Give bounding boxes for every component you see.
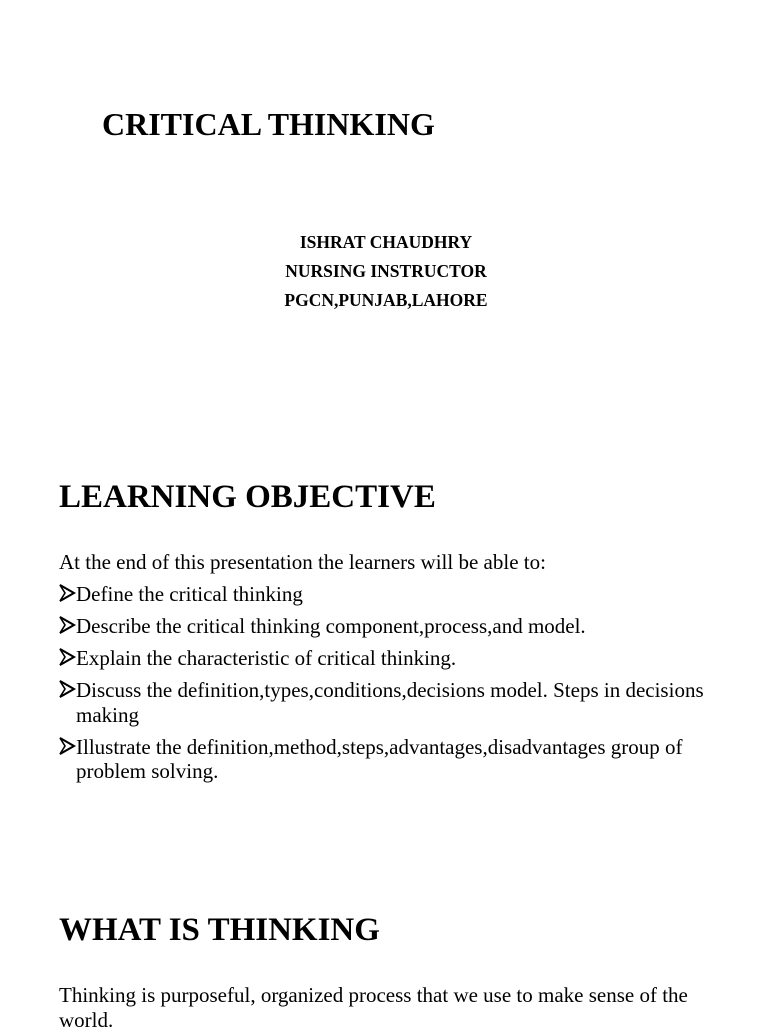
author-institution: PGCN,PUNJAB,LAHORE: [284, 290, 488, 310]
arrowhead-bullet-icon: [59, 584, 76, 602]
arrowhead-bullet-icon: [59, 737, 76, 755]
objective-text: Define the critical thinking: [76, 582, 303, 606]
objective-text: Explain the characteristic of critical thinking.: [76, 646, 457, 670]
list-item: [59, 735, 709, 784]
list-item: [59, 614, 709, 639]
arrowhead-bullet-icon: [59, 616, 76, 634]
arrowhead-bullet-icon: [59, 648, 76, 666]
author-position: NURSING INSTRUCTOR: [285, 261, 487, 281]
objective-text: Discuss the definition,types,conditions,decisions model. Steps in decisions making: [76, 678, 704, 727]
objectives-list: [59, 582, 709, 791]
presentation-title: CRITICAL THINKING: [102, 106, 435, 142]
list-item: [59, 582, 709, 607]
arrowhead-bullet-icon: [59, 680, 76, 698]
list-item: [59, 646, 709, 671]
objectives-intro: At the end of this presentation the learners will be able to:: [59, 550, 546, 574]
objective-text: Describe the critical thinking component,process,and model.: [76, 614, 586, 638]
author-name: ISHRAT CHAUDHRY: [299, 232, 473, 252]
author-info: [0, 228, 768, 315]
objective-text: Illustrate the definition,method,steps,advantages,disadvantages group of problem solving.: [76, 734, 683, 783]
what-is-thinking-heading: WHAT IS THINKING: [59, 912, 380, 948]
thinking-definition: Thinking is purposeful, organized process that we use to make sense of the world.: [59, 983, 688, 1032]
list-item: [59, 678, 709, 727]
learning-objective-heading: LEARNING OBJECTIVE: [59, 479, 436, 515]
